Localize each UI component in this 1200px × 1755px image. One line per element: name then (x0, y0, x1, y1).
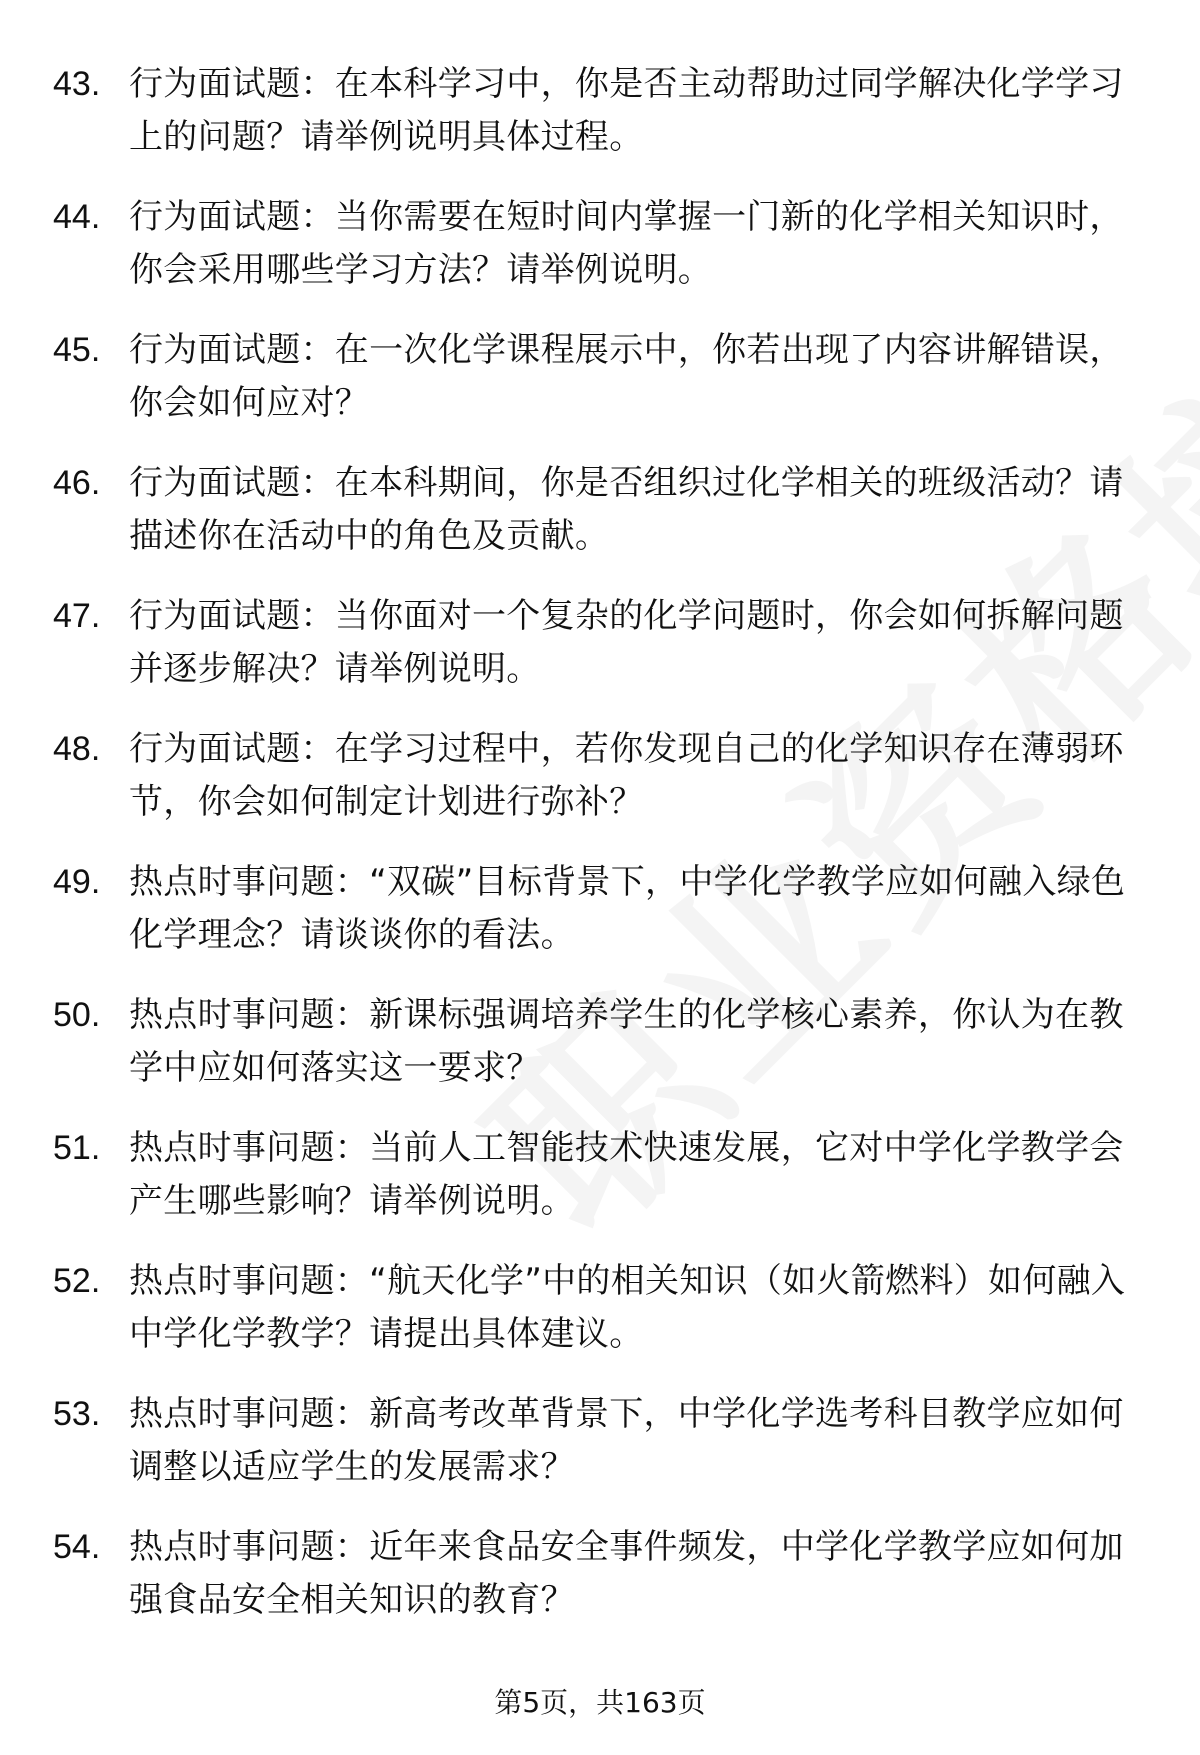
question-number: 52. (53, 1262, 101, 1300)
question-text: 热点时事问题：当前人工智能技术快速发展，它对中学化学教学会产生哪些影响？请举例说明。 (129, 1128, 1124, 1221)
question-item (0, 58, 1200, 191)
question-number: 49. (53, 863, 101, 901)
question-number: 44. (53, 198, 101, 236)
question-text: 行为面试题：在一次化学课程展示中，你若出现了内容讲解错误，你会如何应对？ (129, 330, 1124, 423)
page-number-label: 第5页，共163页 (494, 1686, 706, 1719)
question-item (0, 324, 1200, 457)
question-item (0, 989, 1200, 1122)
question-number: 47. (53, 597, 101, 635)
question-text: 热点时事问题：“双碳”目标背景下，中学化学教学应如何融入绿色化学理念？请谈谈你的看法。 (129, 862, 1126, 955)
question-text: 行为面试题：在学习过程中，若你发现自己的化学知识存在薄弱环节，你会如何制定计划进行弥补？ (129, 729, 1124, 822)
question-item (0, 1255, 1200, 1388)
question-item (0, 590, 1200, 723)
question-item (0, 1521, 1200, 1654)
question-item (0, 856, 1200, 989)
question-number: 43. (53, 65, 101, 103)
question-number: 53. (53, 1395, 101, 1433)
question-item (0, 457, 1200, 590)
question-text: 行为面试题：在本科期间，你是否组织过化学相关的班级活动？请描述你在活动中的角色及贡献。 (129, 463, 1124, 556)
question-item (0, 191, 1200, 324)
question-text: 行为面试题：当你面对一个复杂的化学问题时，你会如何拆解问题并逐步解决？请举例说明。 (129, 596, 1124, 689)
question-number: 46. (53, 464, 101, 502)
question-number: 50. (53, 996, 101, 1034)
page-footer (0, 1683, 1200, 1723)
question-number: 45. (53, 331, 101, 369)
question-text: 热点时事问题：近年来食品安全事件频发，中学化学教学应如何加强食品安全相关知识的教育？ (129, 1527, 1124, 1620)
question-item (0, 1122, 1200, 1255)
question-text: 热点时事问题：新课标强调培养学生的化学核心素养，你认为在教学中应如何落实这一要求？ (129, 995, 1124, 1088)
question-text: 热点时事问题：“航天化学”中的相关知识（如火箭燃料）如何融入中学化学教学？请提出具体建议。 (129, 1261, 1126, 1354)
question-text: 行为面试题：当你需要在短时间内掌握一门新的化学相关知识时，你会采用哪些学习方法？请举例说明。 (129, 197, 1124, 290)
question-list (0, 58, 1200, 1654)
question-item (0, 1388, 1200, 1521)
question-text: 行为面试题：在本科学习中，你是否主动帮助过同学解决化学学习上的问题？请举例说明具体过程。 (129, 64, 1124, 157)
question-item (0, 723, 1200, 856)
question-number: 51. (53, 1129, 101, 1167)
question-number: 54. (53, 1528, 101, 1566)
question-number: 48. (53, 730, 101, 768)
question-text: 热点时事问题：新高考改革背景下，中学化学选考科目教学应如何调整以适应学生的发展需求？ (129, 1394, 1124, 1487)
